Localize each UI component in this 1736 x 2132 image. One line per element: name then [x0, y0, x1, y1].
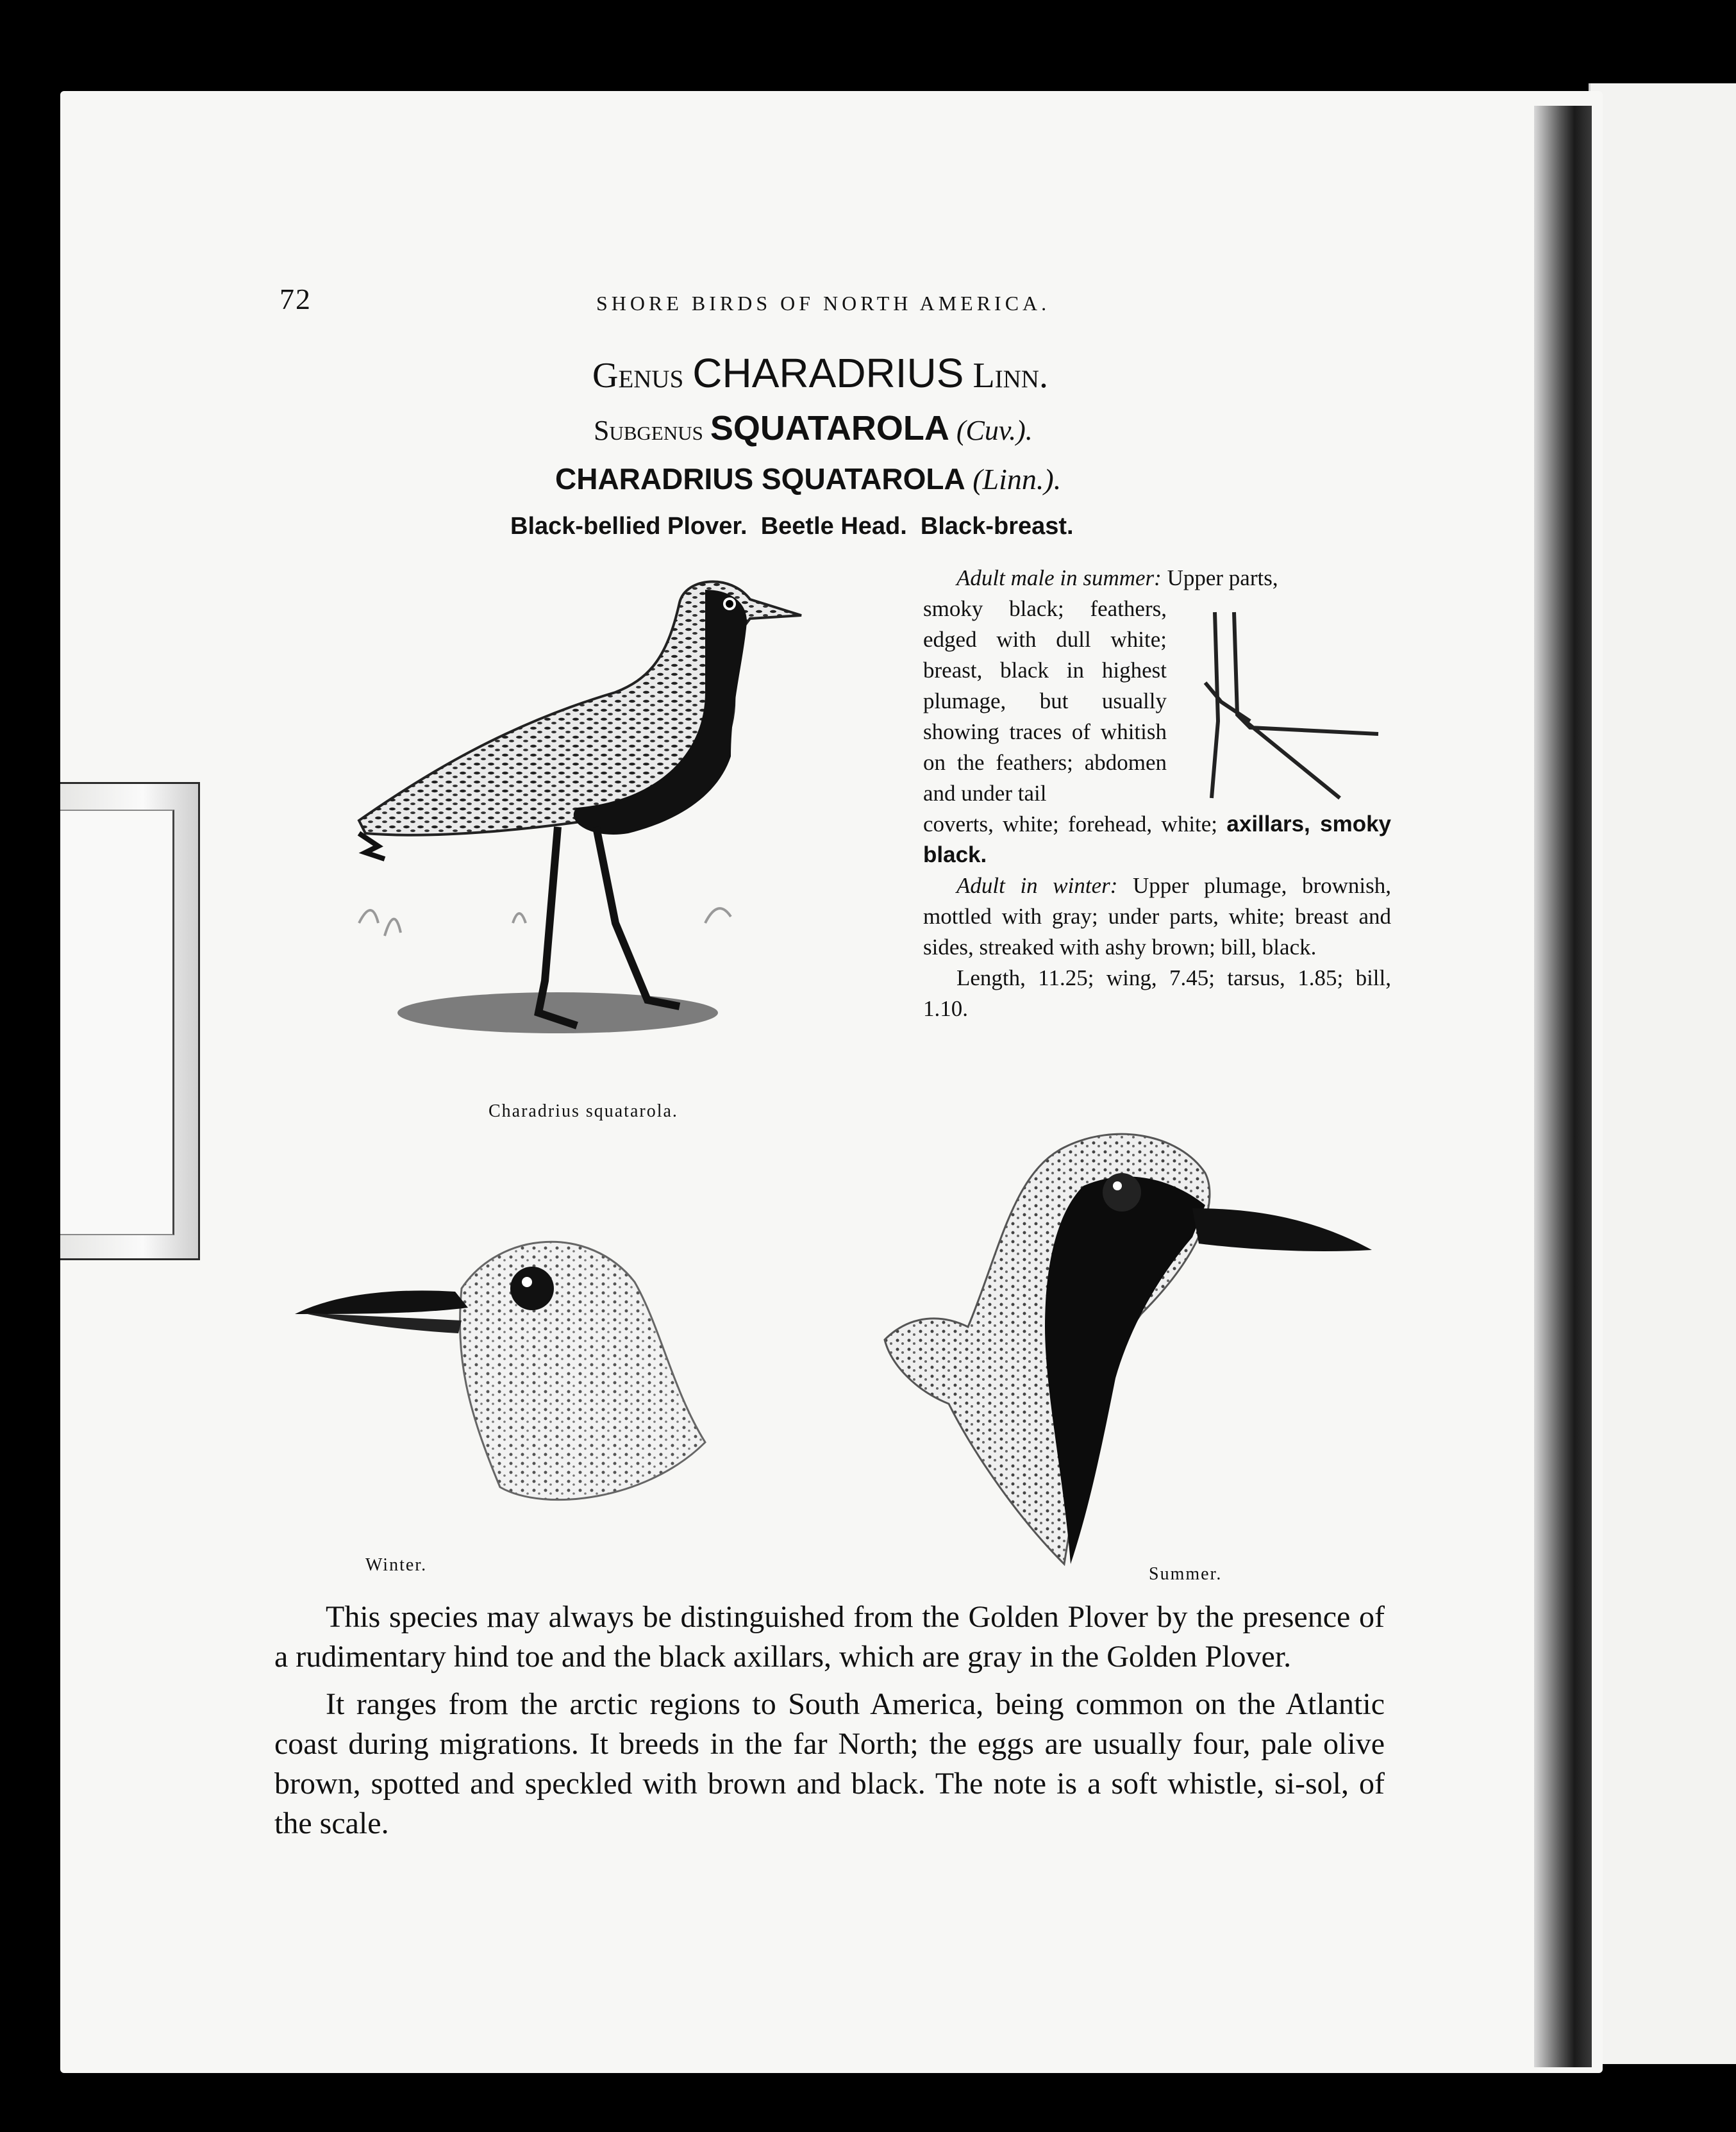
page-clip — [60, 782, 200, 1260]
page-number: 72 — [280, 283, 312, 315]
summer-tail — [923, 809, 1391, 870]
winter-paragraph — [923, 870, 1391, 963]
winter-caption: Winter. — [365, 1555, 428, 1575]
book-gutter — [1534, 106, 1592, 2067]
common-names: Black-bellied Plover. Beetle Head. Black-breast. — [510, 513, 1074, 540]
subgenus-author: (Cuv.). — [956, 415, 1033, 446]
body-text — [274, 1597, 1385, 1851]
subgenus-name: SQUATAROLA — [710, 409, 949, 447]
species-author: (Linn.). — [972, 463, 1062, 496]
summer-lead — [923, 563, 1391, 594]
subgenus-heading — [594, 408, 1033, 448]
species-heading — [555, 462, 1061, 496]
summer-bold: axillars, smoky black. — [923, 812, 1391, 867]
bird-caption: Charadrius squatarola. — [488, 1101, 678, 1121]
summer-text-2: smoky black; feathers, edged with dull white; breast, black in highest plumage, but usually showing traces of whitish on the feathers; abdomen and under tail — [923, 596, 1167, 806]
genus-author: Linn. — [972, 356, 1048, 396]
plover-standing-illustration — [346, 564, 859, 1077]
measurements: Length, 11.25; wing, 7.45; tarsus, 1.85; bill, 1.10. — [923, 965, 1391, 1021]
species-name: CHARADRIUS SQUATAROLA — [555, 462, 965, 496]
page-clip-inner — [60, 810, 174, 1235]
summer-text-3: coverts, white; forehead, white; — [923, 812, 1218, 837]
genus-name: CHARADRIUS — [692, 350, 964, 396]
body-paragraph-1: This species may always be distinguished from the Golden Plover by the presence of a rudimentary hind toe and the black axillars, which are gray in the Golden Plover. — [274, 1600, 1385, 1674]
subgenus-prefix: Subgenus — [594, 415, 703, 446]
body-paragraph-2: It ranges from the arctic regions to South America, being common on the Atlantic coast during migrations. It breeds in the far North; the eggs are usually four, pale olive brown, spotted and speckled with brown and black. The note is a soft whistle, si-sol, of the scale. — [274, 1687, 1385, 1840]
winter-label: Adult in winter: — [956, 873, 1118, 898]
genus-prefix: Genus — [592, 356, 684, 396]
species-description — [923, 563, 1391, 1024]
winter-text: Upper plumage, brownish, mottled with gray; under parts, white; breast and sides, streaked with ashy brown; bill, black. — [923, 873, 1392, 960]
winter-head-illustration — [288, 1218, 712, 1551]
summer-caption: Summer. — [1149, 1564, 1223, 1584]
genus-heading — [592, 349, 1048, 397]
summer-text-1: Upper parts, — [1167, 565, 1278, 590]
summer-head-illustration — [872, 1122, 1385, 1583]
next-page-edge — [1589, 83, 1736, 2064]
summer-label: Adult male in summer: — [956, 565, 1162, 590]
running-head: SHORE BIRDS OF NORTH AMERICA. — [596, 292, 1051, 315]
